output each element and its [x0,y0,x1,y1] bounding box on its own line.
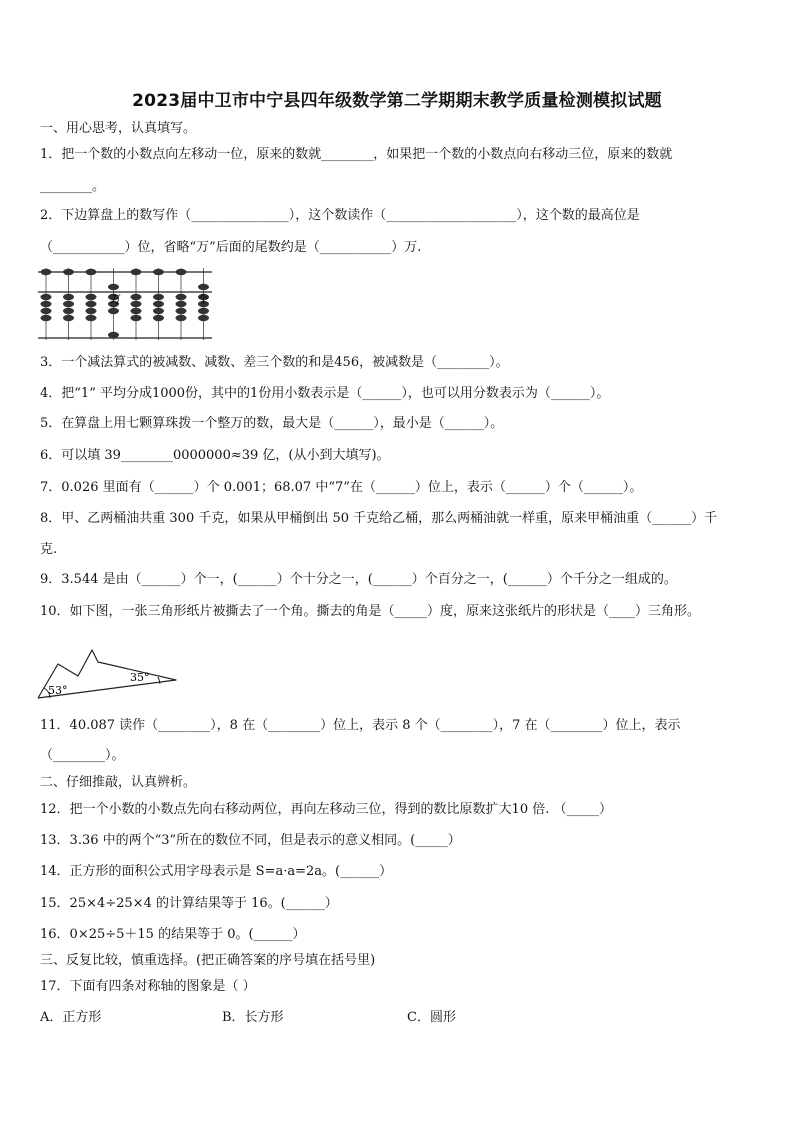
question-2-line-1: 2．下边算盘上的数写作（_______________），这个数读作（____________________），这个数的最高位是 [40,208,640,223]
question-15: 15．25×4÷25×4 的计算结果等于 16。(______） [40,896,338,911]
abacus-lower-bead [153,315,164,321]
abacus-upper-bead [153,269,164,275]
abacus-lower-bead [86,308,97,314]
abacus-lower-bead [176,294,187,300]
question-2-line-2: （___________）位，省略“万”后面的尾数约是（___________）万. [40,240,422,255]
question-11-line-2: （________）。 [40,748,125,763]
abacus-upper-bead [176,269,187,275]
question-8-line-1: 8．甲、乙两桶油共重 300 千克，如果从甲桶倒出 50 千克给乙桶，那么两桶油就一样重，原来甲桶油重（______）千 [40,511,718,526]
question-11-line-1: 11．40.087 读作（________），8 在（________）位上，表示 8 个（________），7 在（________）位上，表示 [40,718,681,733]
question-7: 7．0.026 里面有（______）个 0.001；68.07 中“7”在（______）位上，表示（______）个（______）。 [40,480,643,495]
question-1-line-2: ________。 [40,179,106,194]
abacus-lower-bead [176,301,187,307]
abacus-lower-bead [86,294,97,300]
question-8-line-2: 克. [40,542,58,557]
abacus-upper-bead [86,269,97,275]
question-13: 13．3.36 中的两个“3”所在的数位不同，但是表示的意义相同。(_____） [40,833,461,848]
torn-triangle-figure [36,646,181,702]
question-5: 5．在算盘上用七颗算珠拨一个整万的数，最大是（______），最小是（______）。 [40,416,504,431]
abacus-lower-bead [41,315,52,321]
section-3-heading: 三、反复比较，慎重选择。(把正确答案的序号填在括号里) [40,953,376,968]
abacus-lower-bead [198,315,209,321]
triangle-angle-right: 35° [130,671,150,684]
abacus-lower-bead [41,301,52,307]
abacus-upper-bead [131,269,142,275]
section-2-heading: 二、仔细推敲，认真辨析。 [40,775,197,790]
abacus-label-ge: 个 [198,293,209,306]
abacus-lower-bead [63,308,74,314]
abacus-lower-bead [131,315,142,321]
abacus-upper-bead [41,269,52,275]
abacus-lower-bead [63,315,74,321]
option-b: B．长方形 [222,1010,284,1025]
abacus-lower-bead [108,308,119,314]
question-10: 10．如下图，一张三角形纸片被撕去了一个角。撕去的角是（_____）度，原来这张纸片的形状是（____）三角形。 [40,604,701,619]
abacus-upper-bead [108,284,119,290]
abacus-lower-bead [86,301,97,307]
abacus-lower-bead [153,294,164,300]
abacus-lower-bead [153,301,164,307]
abacus-lower-bead [41,308,52,314]
abacus-figure [36,266,216,342]
option-a: A．正方形 [40,1010,102,1025]
abacus-lower-bead [63,294,74,300]
question-6: 6．可以填 39________0000000≈39 亿，(从小到大填写)。 [40,448,390,463]
abacus-lower-bead [131,294,142,300]
abacus-lower-bead [153,308,164,314]
question-3: 3．一个减法算式的被减数、减数、差三个数的和是456，被减数是（________）。 [40,355,509,370]
page-title: 2023届中卫市中宁县四年级数学第二学期期末教学质量检测模拟试题 [132,91,662,111]
abacus-lower-bead [176,308,187,314]
question-17: 17．下面有四条对称轴的图象是（ ） [40,979,256,994]
abacus-upper-bead [198,284,209,290]
question-9: 9．3.544 是由（______）个一，(______）个十分之一，(______）个百分之一，(______）个千分之一组成的。 [40,572,677,587]
question-4: 4．把“1” 平均分成1000份，其中的1份用小数表示是（______），也可以用分数表示为（______）。 [40,386,610,401]
question-12: 12．把一个小数的小数点先向右移动两位，再向左移动三位，得到的数比原数扩大10 倍. （_____） [40,802,612,817]
abacus-lower-bead [108,332,119,338]
abacus-upper-bead [63,269,74,275]
abacus-lower-bead [63,301,74,307]
abacus-lower-bead [41,294,52,300]
question-16: 16．0×25÷5＋15 的结果等于 0。(______） [40,927,306,942]
abacus-lower-bead [86,315,97,321]
abacus-lower-bead [198,308,209,314]
question-14: 14．正方形的面积公式用字母表示是 S=a·a=2a。(______） [40,864,393,879]
abacus-lower-bead [176,315,187,321]
option-c: C．圆形 [407,1010,456,1025]
abacus-label-wan: 万 [110,293,121,306]
triangle-angle-left: 53° [48,684,68,697]
section-1-heading: 一、用心思考，认真填写。 [40,121,197,136]
abacus-lower-bead [131,308,142,314]
question-1-line-1: 1．把一个数的小数点向左移动一位，原来的数就________，如果把一个数的小数点向右移动三位，原来的数就 [40,147,673,162]
abacus-lower-bead [131,301,142,307]
